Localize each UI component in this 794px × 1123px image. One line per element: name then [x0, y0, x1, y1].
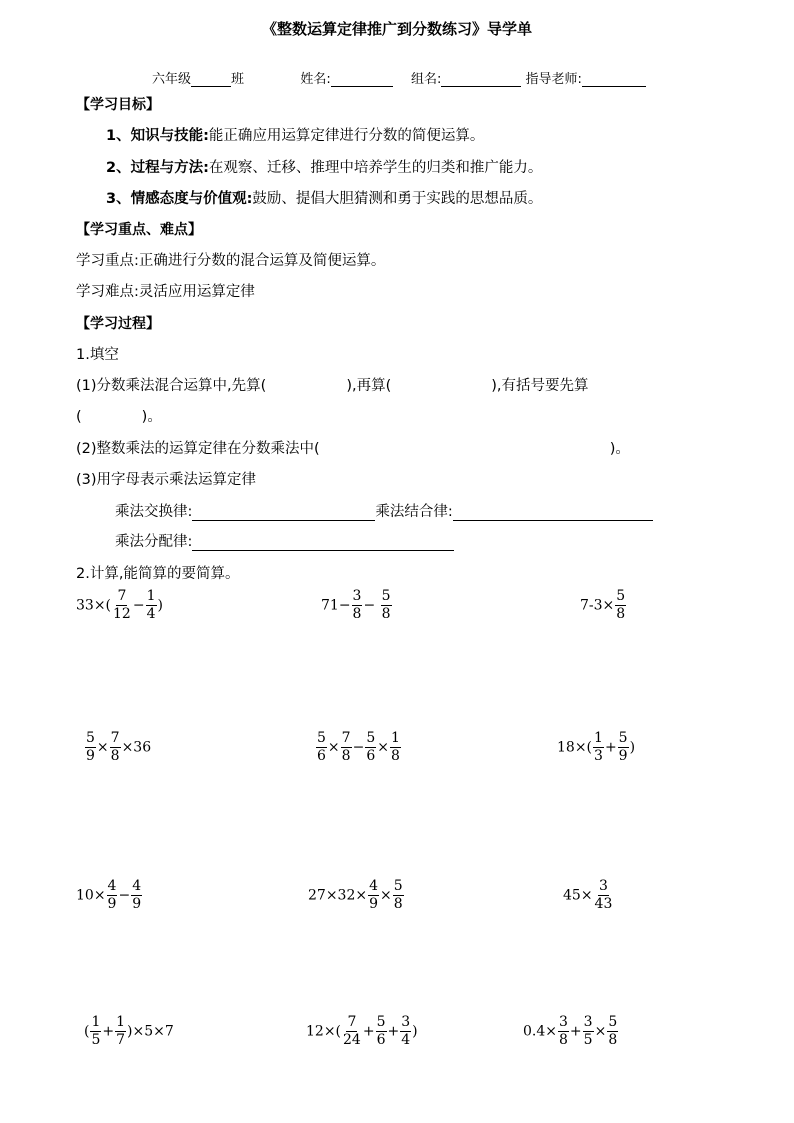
fraction: [615, 589, 626, 622]
numerator: 5: [608, 1014, 618, 1030]
math-text: ×: [96, 739, 109, 756]
math-text: −: [363, 597, 376, 614]
numerator: 1: [116, 1014, 126, 1030]
teacher-blank[interactable]: [582, 72, 646, 87]
denominator: 6: [366, 748, 376, 764]
objective-item-2: [106, 156, 542, 177]
math-text: 45×: [563, 887, 593, 904]
math-text: +: [362, 1023, 375, 1040]
math-text: 12×(: [306, 1023, 342, 1040]
problem-4: [84, 731, 151, 764]
denominator: 8: [393, 896, 403, 912]
math-text: ): [157, 597, 163, 614]
math-text: +: [569, 1023, 582, 1040]
denominator: 8: [616, 606, 626, 622]
question-1-1: [76, 374, 589, 395]
denominator: 8: [390, 748, 400, 764]
fraction: [376, 1015, 387, 1048]
key-point-difficulty: 学习难点:灵活应用运算定律: [76, 284, 255, 300]
numerator: 3: [559, 1014, 568, 1030]
math-text: )×5×7: [127, 1023, 174, 1040]
problem-10: [84, 1015, 174, 1048]
math-text: ×: [327, 739, 340, 756]
math-text: ×: [377, 739, 389, 756]
denominator: 8: [352, 606, 362, 622]
math-text: ): [629, 739, 636, 756]
objective-item-1: [106, 124, 484, 145]
numerator: 7: [110, 730, 120, 746]
class-label: 班: [231, 72, 245, 87]
fraction: [583, 1015, 594, 1048]
math-text: +: [604, 739, 617, 756]
q1-1-text-d: (: [76, 409, 82, 425]
q1-2-text-a: (2)整数乘法的运算定律在分数乘法中(: [76, 441, 320, 457]
distributive-blank[interactable]: [192, 534, 454, 551]
math-text: (: [84, 1023, 90, 1040]
numerator: 7: [117, 588, 127, 604]
name-label: 姓名:: [300, 72, 331, 87]
distributive-label: 乘法分配律:: [115, 534, 193, 550]
denominator: 7: [116, 1032, 126, 1048]
problem-7: [76, 879, 143, 912]
q1-1-text-e: )。: [141, 409, 162, 425]
numerator: 7: [347, 1014, 357, 1030]
numerator: 5: [317, 730, 326, 746]
numerator: 5: [86, 730, 95, 746]
denominator: 3: [594, 748, 603, 764]
key-point-focus: 学习重点:正确进行分数的混合运算及简便运算。: [76, 253, 386, 269]
math-text: 27×32×: [308, 887, 368, 904]
objective-label: 1、知识与技能:: [106, 128, 209, 144]
fraction: [593, 731, 604, 764]
objective-text: 在观察、迁移、推理中培养学生的归类和推广能力。: [208, 160, 543, 176]
numerator: 5: [376, 1014, 386, 1030]
fraction: [112, 589, 132, 622]
problem-9: [563, 879, 614, 912]
objective-item-3: [106, 187, 542, 208]
math-text: ×: [380, 887, 392, 904]
numerator: 1: [390, 730, 400, 746]
q1-1-text-b: ),再算(: [346, 378, 392, 394]
fraction: [390, 731, 401, 764]
denominator: 8: [381, 606, 391, 622]
associative-label: 乘法结合律:: [375, 504, 453, 520]
denominator: 5: [583, 1032, 593, 1048]
problem-1: [76, 589, 163, 622]
denominator: 8: [559, 1032, 568, 1048]
fraction: [146, 589, 157, 622]
denominator: 4: [401, 1032, 411, 1048]
denominator: 9: [107, 896, 117, 912]
denominator: 9: [369, 896, 379, 912]
grade-label: 六年级: [152, 72, 192, 87]
question-1-3: (3)用字母表示乘法运算定律: [76, 472, 257, 488]
math-text: +: [102, 1023, 115, 1040]
problem-5: [315, 731, 402, 764]
fraction: [607, 1015, 618, 1048]
name-blank[interactable]: [331, 72, 393, 87]
question-1-2: [76, 437, 630, 458]
denominator: 6: [376, 1032, 386, 1048]
math-text: ): [412, 1023, 418, 1040]
numerator: 1: [146, 588, 156, 604]
denominator: 8: [110, 748, 120, 764]
denominator: 9: [86, 748, 95, 764]
numerator: 3: [401, 1014, 411, 1030]
math-text: ×36: [121, 739, 152, 756]
numerator: 4: [369, 878, 379, 894]
objective-text: 能正确应用运算定律进行分数的简便运算。: [208, 128, 485, 144]
q1-1-text-c: ),有括号要先算: [491, 378, 589, 394]
commutative-label: 乘法交换律:: [115, 504, 193, 520]
process-heading: 【学习过程】: [76, 316, 160, 332]
math-text: ×: [594, 1023, 607, 1040]
numerator: 4: [107, 878, 117, 894]
math-text: 10×: [76, 887, 106, 904]
numerator: 3: [599, 878, 608, 894]
q1-1-text-a: (1)分数乘法混合运算中,先算(: [76, 378, 267, 394]
objective-text: 鼓励、提倡大胆猜测和勇于实践的思想品质。: [252, 191, 543, 207]
fraction: [558, 1015, 569, 1048]
denominator: 4: [146, 606, 156, 622]
fraction: [352, 589, 363, 622]
denominator: 43: [594, 896, 613, 912]
fraction: [342, 1015, 362, 1048]
fraction: [90, 1015, 101, 1048]
math-text: 7-3×: [580, 597, 615, 614]
problem-3: [580, 589, 627, 622]
problem-12: [523, 1015, 619, 1048]
fraction: [110, 731, 121, 764]
fraction: [400, 1015, 411, 1048]
fraction: [381, 589, 392, 622]
teacher-label: 指导老师:: [525, 72, 582, 87]
fraction: [341, 731, 352, 764]
objectives-heading: 【学习目标】: [76, 97, 160, 113]
numerator: 5: [618, 730, 628, 746]
fraction: [85, 731, 96, 764]
numerator: 5: [381, 588, 391, 604]
denominator: 12: [113, 606, 131, 622]
problem-2: [321, 589, 393, 622]
associative-blank[interactable]: [453, 504, 653, 521]
commutative-blank[interactable]: [192, 504, 375, 521]
math-text: −: [118, 887, 131, 904]
fraction: [131, 879, 142, 912]
fraction: [107, 879, 118, 912]
denominator: 8: [608, 1032, 618, 1048]
class-blank[interactable]: [191, 72, 231, 87]
question-2-title: 2.计算,能简算的要简算。: [76, 566, 240, 582]
numerator: 1: [91, 1014, 101, 1030]
numerator: 3: [583, 1014, 593, 1030]
denominator: 5: [91, 1032, 101, 1048]
math-text: 71−: [321, 597, 351, 614]
math-text: 0.4×: [523, 1023, 557, 1040]
denominator: 24: [343, 1032, 361, 1048]
question-1-title: 1.填空: [76, 347, 119, 363]
law-line-1: [115, 500, 653, 521]
fraction: [115, 1015, 126, 1048]
group-label: 组名:: [410, 72, 442, 87]
fraction: [393, 879, 404, 912]
math-text: −: [352, 739, 365, 756]
numerator: 5: [616, 588, 626, 604]
problem-8: [308, 879, 405, 912]
numerator: 7: [341, 730, 351, 746]
math-text: 18×(: [557, 739, 593, 756]
q1-2-text-b: )。: [609, 441, 630, 457]
fraction: [368, 879, 379, 912]
fraction: [618, 731, 629, 764]
denominator: 9: [618, 748, 628, 764]
denominator: 9: [132, 896, 142, 912]
question-1-1-cont: [76, 405, 162, 426]
numerator: 4: [132, 878, 142, 894]
numerator: 5: [393, 878, 403, 894]
problem-11: [306, 1015, 418, 1048]
numerator: 5: [366, 730, 376, 746]
fraction: [316, 731, 327, 764]
denominator: 6: [317, 748, 326, 764]
key-points-heading: 【学习重点、难点】: [76, 222, 202, 238]
problem-6: [557, 731, 635, 764]
objective-label: 3、情感态度与价值观:: [106, 191, 253, 207]
objective-label: 2、过程与方法:: [106, 160, 209, 176]
numerator: 3: [352, 588, 362, 604]
page-title: 《整数运算定律推广到分数练习》导学单: [261, 20, 532, 38]
group-blank[interactable]: [441, 72, 521, 87]
math-text: 33×(: [76, 597, 112, 614]
fraction: [594, 879, 614, 912]
numerator: 1: [594, 730, 603, 746]
denominator: 8: [341, 748, 351, 764]
math-text: −: [132, 597, 145, 614]
student-info-line: [152, 68, 646, 87]
law-line-2: [115, 530, 454, 551]
math-text: +: [387, 1023, 400, 1040]
fraction: [365, 731, 376, 764]
